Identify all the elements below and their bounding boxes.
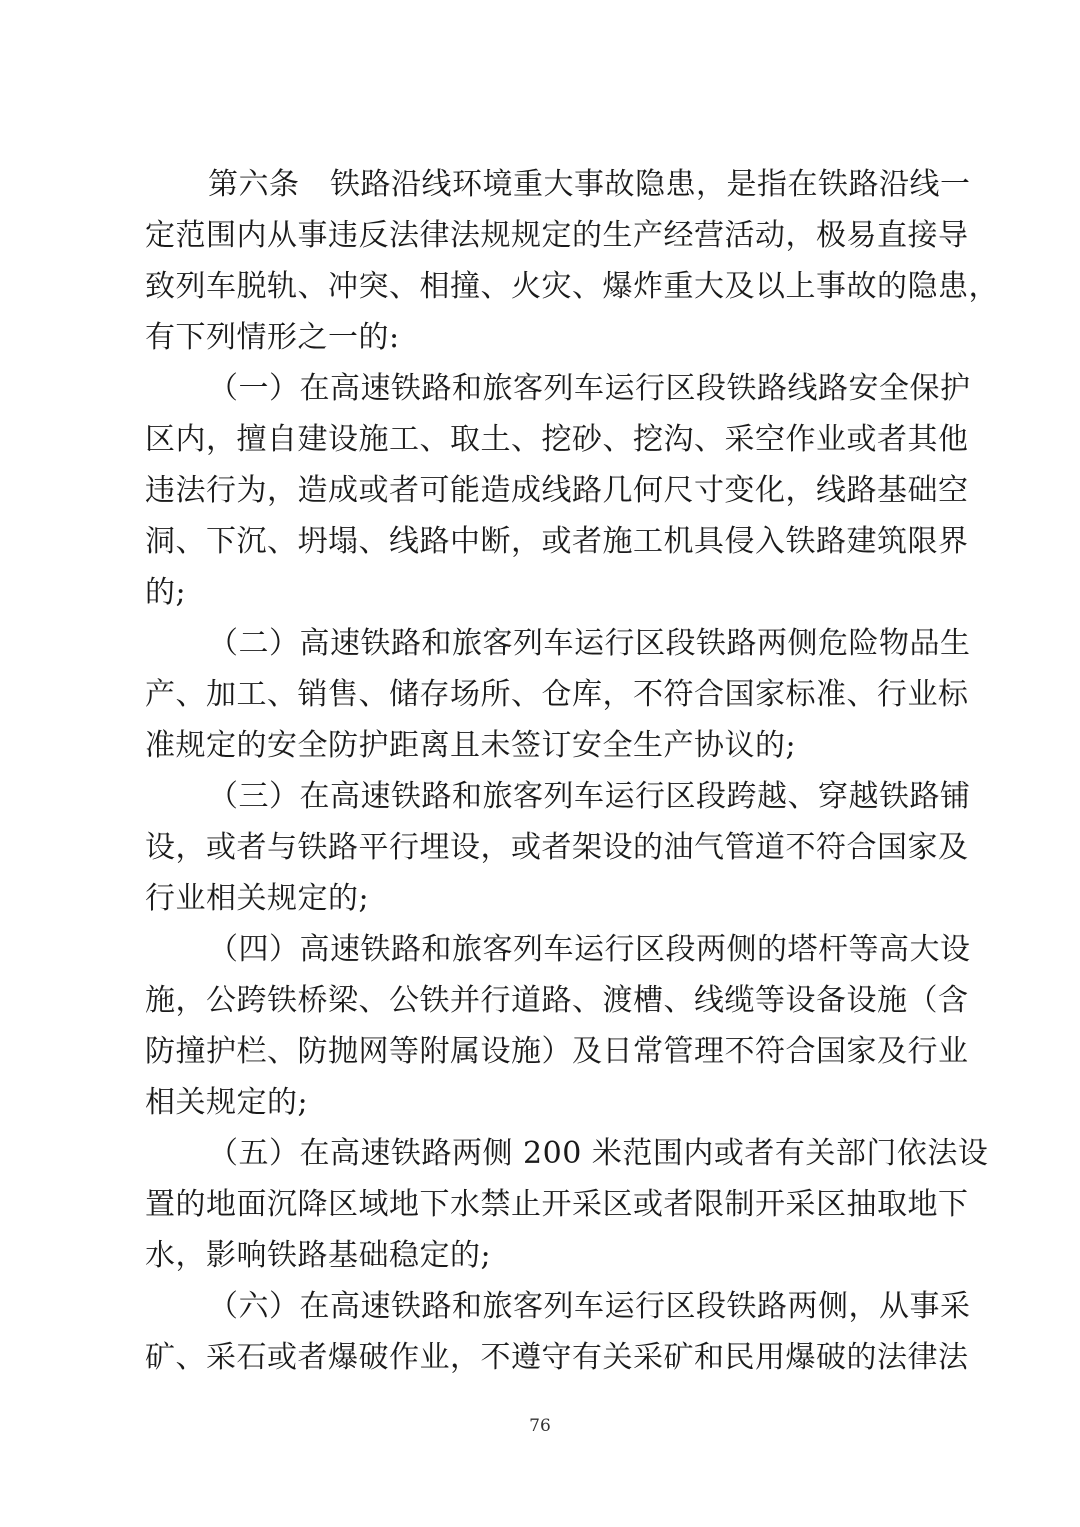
text-line: （五）在高速铁路两侧 200 米范围内或者有关部门依法设	[208, 1136, 989, 1171]
text-line: 水，影响铁路基础稳定的;	[145, 1238, 492, 1273]
text-line: 矿、采石或者爆破作业，不遵守有关采矿和民用爆破的法律法	[145, 1340, 969, 1375]
text-line: 定范围内从事违反法律法规规定的生产经营活动，极易直接导	[145, 218, 969, 253]
text-line: （三）在高速铁路和旅客列车运行区段跨越、穿越铁路铺	[208, 779, 971, 814]
text-line: （二）高速铁路和旅客列车运行区段铁路两侧危险物品生	[208, 626, 971, 661]
text-line: 相关规定的;	[145, 1085, 309, 1120]
text-line: 洞、下沉、坍塌、线路中断，或者施工机具侵入铁路建筑限界	[145, 524, 969, 559]
text-line: （六）在高速铁路和旅客列车运行区段铁路两侧，从事采	[208, 1289, 971, 1324]
text-line: 行业相关规定的;	[145, 881, 370, 916]
text-line: 第六条 铁路沿线环境重大事故隐患，是指在铁路沿线一	[208, 167, 971, 202]
text-line: 施，公跨铁桥梁、公铁并行道路、渡槽、线缆等设备设施（含	[145, 983, 969, 1018]
page-number: 76	[529, 1416, 551, 1436]
text-line: （一）在高速铁路和旅客列车运行区段铁路线路安全保护	[208, 371, 971, 406]
text-line: （四）高速铁路和旅客列车运行区段两侧的塔杆等高大设	[208, 932, 971, 967]
text-line: 违法行为，造成或者可能造成线路几何尺寸变化，线路基础空	[145, 473, 969, 508]
text-line: 防撞护栏、防抛网等附属设施）及日常管理不符合国家及行业	[145, 1034, 969, 1069]
text-line: 准规定的安全防护距离且未签订安全生产协议的;	[145, 728, 797, 763]
text-line: 有下列情形之一的:	[145, 320, 400, 355]
text-line: 产、加工、销售、储存场所、仓库，不符合国家标准、行业标	[145, 677, 969, 712]
text-line: 的;	[145, 575, 187, 610]
text-line: 区内，擅自建设施工、取土、挖砂、挖沟、采空作业或者其他	[145, 422, 969, 457]
text-line: 设，或者与铁路平行埋设，或者架设的油气管道不符合国家及	[145, 830, 969, 865]
text-line: 致列车脱轨、冲突、相撞、火灾、爆炸重大及以上事故的隐患，	[145, 269, 999, 304]
text-line: 置的地面沉降区域地下水禁止开采区或者限制开采区抽取地下	[145, 1187, 969, 1222]
